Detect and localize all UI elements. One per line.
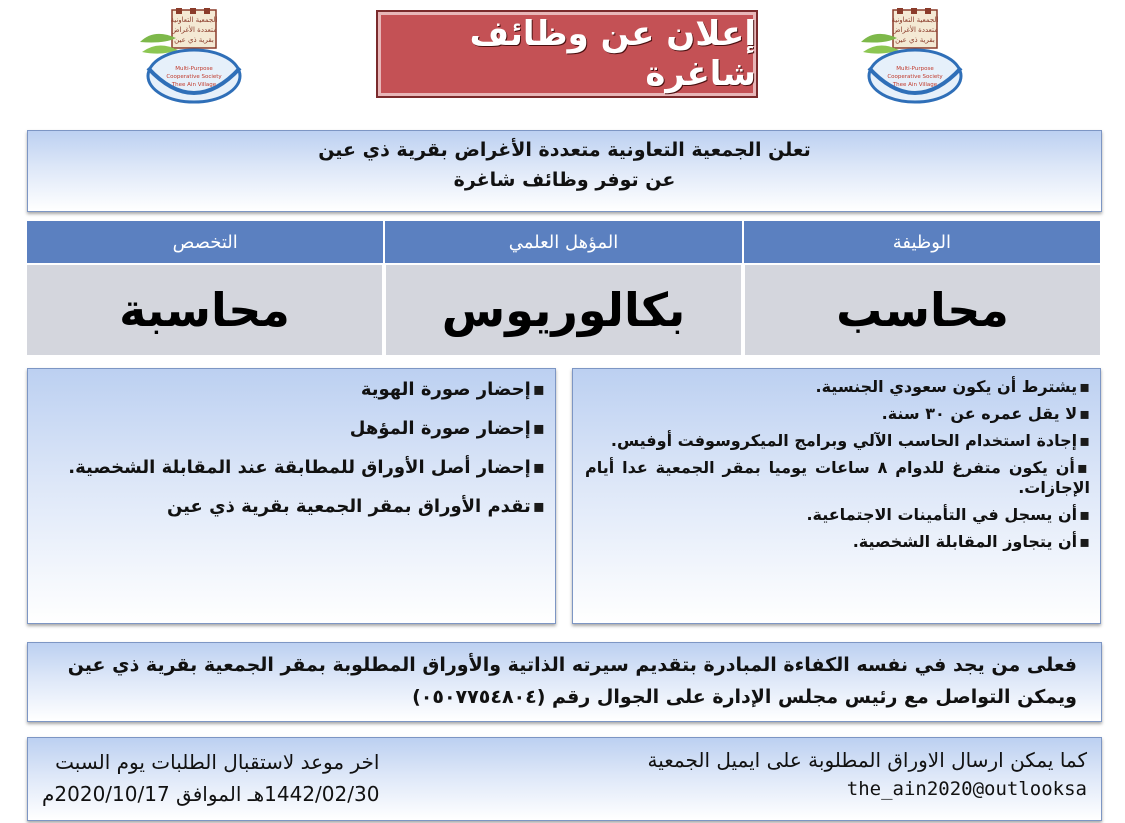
- document-text: إحضار أصل الأوراق للمطابقة عند المقابلة الشخصية.: [68, 457, 531, 478]
- list-item: [585, 505, 1090, 525]
- logo-english-line-1: Multi-Purpose: [175, 66, 213, 72]
- deadline-line-2: 1442/02/30هـ الموافق 2020/10/17م: [42, 782, 380, 806]
- list-item: [585, 458, 1090, 498]
- requirements-panel: [572, 368, 1101, 624]
- header-specialization: التخصص: [27, 221, 383, 263]
- list-item: [585, 532, 1090, 552]
- contact-panel: [27, 642, 1102, 722]
- list-item: [40, 494, 545, 520]
- logo-english-line-1: Multi-Purpose: [896, 66, 934, 72]
- logo-arabic-line-2: متعددة الأغراض: [171, 26, 217, 34]
- deadline-line-1: اخر موعد لاستقبال الطلبات يوم السبت: [55, 750, 380, 774]
- logo-english-line-3: Thee Ain Village: [171, 82, 217, 88]
- bullet-icon: ▪: [532, 418, 545, 439]
- documents-panel: [27, 368, 556, 624]
- intro-line-1: تعلن الجمعية التعاونية متعددة الأغراض بقرية ذي عين: [318, 139, 811, 161]
- logo-english-line-2: Cooperative Society: [166, 74, 222, 80]
- email-section: [647, 748, 1087, 800]
- document-text: إحضار صورة المؤهل: [349, 418, 531, 439]
- intro-line-2: عن توفر وظائف شاغرة: [453, 169, 676, 191]
- contact-text: فعلى من يجد في نفسه الكفاءة المبادرة بتقديم سيرته الذاتية والأوراق المطلوبة بمقر الجمعية بقرية ذي عين ويمكن التواصل مع رئيس مجلس الإدارة على الجوال رقم (٠٥٠٧٧٥٤٨٠٤): [67, 654, 1077, 708]
- cell-job: محاسب: [741, 265, 1100, 355]
- requirement-text: إجادة استخدام الحاسب الآلي وبرامج الميكروسوفت أوفيس.: [610, 431, 1078, 450]
- cell-specialization: محاسبة: [27, 265, 382, 355]
- document-text: تقدم الأوراق بمقر الجمعية بقرية ذي عين: [166, 496, 531, 517]
- logo-english-line-2: Cooperative Society: [887, 74, 943, 80]
- list-item: [585, 377, 1090, 397]
- list-item: [40, 377, 545, 403]
- announcement-title: إعلان عن وظائف شاغرة: [376, 10, 758, 98]
- document-text: إحضار صورة الهوية: [360, 379, 531, 400]
- bullet-icon: ▪: [1079, 505, 1090, 524]
- job-table-header: [27, 221, 1100, 263]
- bullet-icon: ▪: [1079, 532, 1090, 551]
- bullet-icon: ▪: [1079, 404, 1090, 423]
- cell-qualification: بكالوريوس: [382, 265, 741, 355]
- header-qualification: المؤهل العلمي: [383, 221, 741, 263]
- bullet-icon: ▪: [1076, 458, 1091, 477]
- job-table-row: [27, 265, 1100, 355]
- logo-arabic-line-3: بقرية ذي عين: [174, 36, 214, 44]
- requirement-text: أن يتجاوز المقابلة الشخصية.: [852, 532, 1078, 551]
- requirement-text: أن يكون متفرغ للدوام ٨ ساعات يوميا بمقر الجمعية عدا أيام الإجازات.: [585, 458, 1090, 497]
- bullet-icon: ▪: [1079, 377, 1090, 396]
- logo-arabic-line-1: الجمعية التعاونية: [170, 16, 218, 24]
- documents-list: [28, 369, 555, 520]
- requirement-text: يشترط أن يكون سعودي الجنسية.: [815, 377, 1078, 396]
- requirements-list: [573, 369, 1100, 552]
- logo-english-line-3: Thee Ain Village: [892, 82, 938, 88]
- intro-panel: [27, 130, 1102, 212]
- email-note: كما يمكن ارسال الاوراق المطلوبة على ايميل الجمعية: [647, 748, 1087, 772]
- list-item: [40, 455, 545, 481]
- deadline-section: [42, 746, 379, 810]
- logo-arabic-line-1: الجمعية التعاونية: [891, 16, 939, 24]
- list-item: [40, 416, 545, 442]
- bullet-icon: ▪: [532, 457, 545, 478]
- list-item: [585, 404, 1090, 424]
- society-logo-left: [134, 8, 254, 108]
- bullet-icon: ▪: [1079, 431, 1090, 450]
- footer-panel: [27, 737, 1102, 821]
- society-logo-right: [855, 8, 975, 108]
- bullet-icon: ▪: [532, 496, 545, 517]
- list-item: [585, 431, 1090, 451]
- bullet-icon: ▪: [532, 379, 545, 400]
- email-address: the_ain2020@outlooksa: [846, 778, 1087, 800]
- requirement-text: أن يسجل في التأمينات الاجتماعية.: [806, 505, 1078, 524]
- logo-arabic-line-2: متعددة الأغراض: [892, 26, 938, 34]
- requirement-text: لا يقل عمره عن ٣٠ سنة.: [881, 404, 1078, 423]
- header-job: الوظيفة: [742, 221, 1100, 263]
- logo-arabic-line-3: بقرية ذي عين: [895, 36, 935, 44]
